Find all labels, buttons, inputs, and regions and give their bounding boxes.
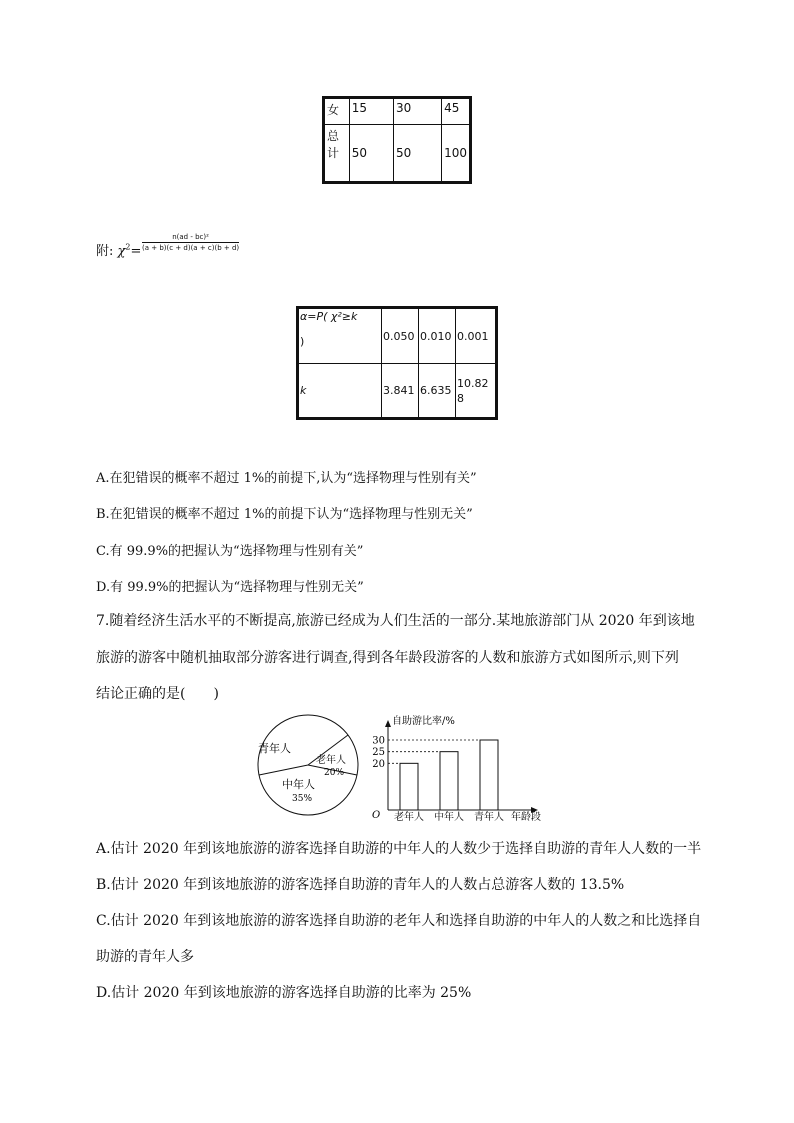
pie-label-elderly: 老年人 — [316, 755, 346, 766]
table-row — [298, 308, 497, 364]
table-cell: 50 — [349, 125, 393, 183]
row-label-line: 总 — [327, 129, 340, 143]
alpha-header-line: ) — [300, 335, 305, 348]
pie-value-middle: 35% — [292, 794, 313, 804]
contingency-table — [322, 96, 472, 184]
alpha-header — [298, 308, 382, 364]
table-cell: 30 — [393, 98, 441, 125]
pie-slice-border — [259, 765, 308, 775]
cell-line: 8 — [457, 391, 464, 405]
chi-symbol: χ — [117, 244, 126, 259]
row-label — [324, 125, 350, 183]
row-label-line: 计 — [327, 146, 340, 160]
pie-value-elderly: 20% — [324, 768, 345, 778]
option-6c: C.有 99.9%的把握认为“选择物理与性别有关” — [96, 544, 364, 559]
k-header: k — [298, 364, 382, 419]
table-row — [324, 125, 471, 183]
pie-chart — [250, 712, 370, 820]
origin-label: O — [372, 810, 381, 821]
x-axis-label: 年龄段 — [511, 812, 541, 823]
table-cell: 0.050 — [382, 308, 419, 364]
question-7-line: 结论正确的是( ) — [96, 686, 219, 702]
question-7-line: 旅游的游客中随机抽取部分游客进行调查,得到各年龄段游客的人数和旅游方式如图所示,则下列 — [96, 650, 679, 666]
bar-chart — [368, 712, 548, 824]
option-7c-cont: 助游的青年人多 — [96, 949, 194, 965]
option-6a: A.在犯错误的概率不超过 1%的前提下,认为“选择物理与性别有关” — [96, 471, 477, 486]
option-7a: A.估计 2020 年到该地旅游的游客选择自助游的中年人的人数少于选择自助游的青年人人数的一半 — [96, 841, 702, 857]
fraction-denominator: (a + b)(c + d)(a + c)(b + d) — [142, 244, 240, 252]
table-cell: 0.010 — [419, 308, 456, 364]
option-7d: D.估计 2020 年到该地旅游的游客选择自助游的比率为 25% — [96, 985, 472, 1001]
y-axis-label: 自助游比率/% — [392, 716, 455, 727]
option-7b: B.估计 2020 年到该地旅游的游客选择自助游的青年人的人数占总游客人数的 13.5% — [96, 877, 625, 893]
bar-2 — [480, 740, 498, 810]
critical-value-table — [296, 306, 498, 420]
x-category-label: 老年人 — [394, 812, 424, 823]
bar-1 — [440, 752, 458, 810]
table-cell: 15 — [349, 98, 393, 125]
table-cell: 0.001 — [456, 308, 497, 364]
bar-0 — [400, 763, 418, 810]
x-category-label: 中年人 — [434, 812, 464, 823]
pie-label-youth: 青年人 — [258, 742, 291, 755]
row-label: 女 — [324, 98, 350, 125]
alpha-header-line: α=P( χ²≥k — [300, 310, 358, 323]
option-6d: D.有 99.9%的把握认为“选择物理与性别无关” — [96, 580, 364, 595]
formula-prefix: 附: — [96, 244, 114, 259]
fraction-numerator: n(ad - bc)² — [142, 233, 239, 243]
pie-label-middle: 中年人 — [282, 778, 315, 791]
x-category-label: 青年人 — [474, 812, 504, 823]
table-cell: 6.635 — [419, 364, 456, 419]
option-6b: B.在犯错误的概率不超过 1%的前提下认为“选择物理与性别无关” — [96, 507, 473, 522]
chi-square-fraction — [142, 233, 239, 252]
table-cell: 100 — [442, 125, 471, 183]
y-tick-label: 25 — [372, 747, 385, 759]
chi-exponent: 2 — [125, 242, 131, 252]
table-row — [324, 98, 471, 125]
table-cell: 45 — [442, 98, 471, 125]
table-cell: 50 — [393, 125, 441, 183]
table-cell: 3.841 — [382, 364, 419, 419]
y-tick-label: 30 — [372, 735, 385, 747]
formula-label — [96, 240, 141, 259]
question-7-line: 7.随着经济生活水平的不断提高,旅游已经成为人们生活的一部分.某地旅游部门从 2020 年到该地 — [96, 613, 695, 629]
table-cell — [456, 364, 497, 419]
y-axis-arrow — [385, 720, 391, 727]
table-row — [298, 364, 497, 419]
option-7c: C.估计 2020 年到该地旅游的游客选择自助游的老年人和选择自助游的中年人的人数之和比选择自 — [96, 913, 702, 929]
equals-sign: = — [130, 244, 142, 259]
y-tick-label: 20 — [372, 758, 385, 770]
cell-line: 10.82 — [457, 376, 489, 390]
